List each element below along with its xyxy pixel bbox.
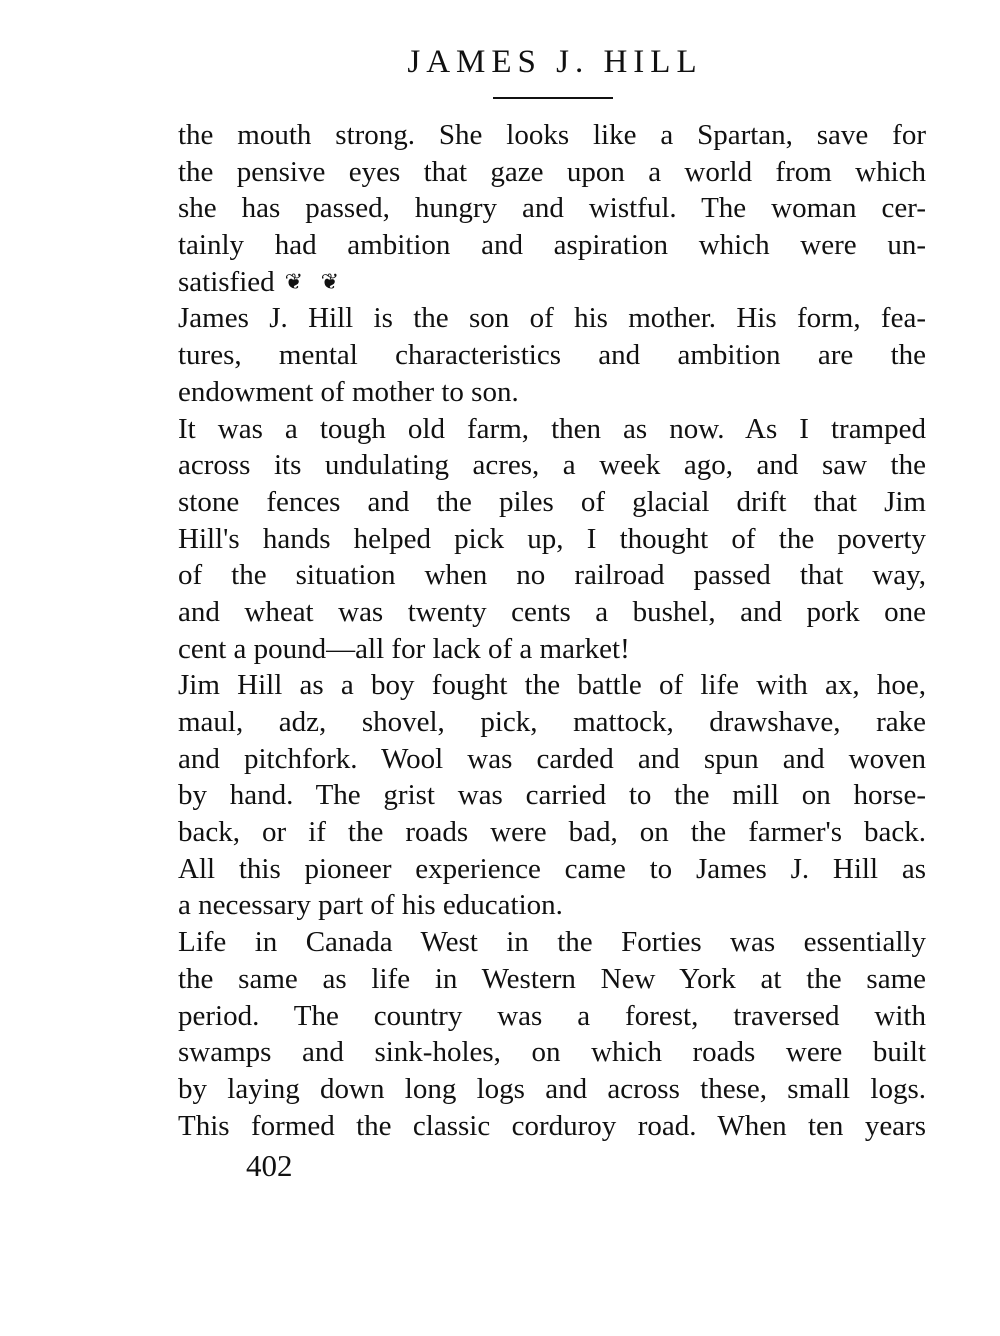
paragraph [178,411,926,668]
body-text [178,117,926,1144]
text-line: tainly had ambition and aspiration which were un- [178,229,926,262]
text-line: endowment of mother to son. [178,375,519,408]
text-line: and wheat was twenty cents a bushel, and pork one [178,595,926,628]
page-number: 402 [246,1148,293,1183]
text-line: period. The country was a forest, traversed with [178,999,926,1032]
text-line: back, or if the roads were bad, on the farmer's back. [178,816,926,849]
text-line: It was a tough old farm, then as now. As I tramped [178,412,926,445]
text-line: the mouth strong. She looks like a Spartan, save for [178,119,926,151]
text-line: All this pioneer experience came to James J. Hill as [178,852,926,885]
text-line: Life in Canada West in the Forties was essentially [178,926,926,959]
text-line: cent a pound—all for lack of a market! [178,632,630,665]
text-line: James J. Hill is the son of his mother. His form, fea- [178,302,926,335]
paragraph [178,117,926,300]
text-line: stone fences and the piles of glacial drift that Jim [178,485,926,518]
text-line: by hand. The grist was carried to the mill on horse- [178,779,926,812]
paragraph [178,300,926,410]
ornament-fleuron: ❦ ❦ [284,268,346,294]
text-line: and pitchfork. Wool was carded and spun and woven [178,742,926,775]
text-line: across its undulating acres, a week ago, and saw the [178,449,926,482]
paragraph [178,667,926,924]
text-line: swamps and sink-holes, on which roads were built [178,1036,926,1069]
text-line: the pensive eyes that gaze upon a world from which [178,155,926,188]
text-line: Jim Hill as a boy fought the battle of life with ax, hoe, [178,669,926,702]
text-line: tures, mental characteristics and ambition are the [178,339,926,372]
text-line: she has passed, hungry and wistful. The woman cer- [178,192,926,225]
header-rule [493,97,613,99]
paragraph [178,924,926,1144]
text-line: by laying down long logs and across these, small logs. [178,1072,926,1105]
text-line-words: satisfied [178,265,275,298]
text-line: Hill's hands helped pick up, I thought of the poverty [178,522,926,555]
text-line: the same as life in Western New York at the same [178,962,926,995]
text-line: of the situation when no railroad passed that way, [178,559,926,592]
text-line: maul, adz, shovel, pick, mattock, drawshave, rake [178,706,926,738]
text-line: This formed the classic corduroy road. When ten years [178,1109,926,1142]
text-line: a necessary part of his education. [178,889,563,922]
text-line [178,264,926,301]
running-head: JAMES J. HILL [407,44,703,80]
